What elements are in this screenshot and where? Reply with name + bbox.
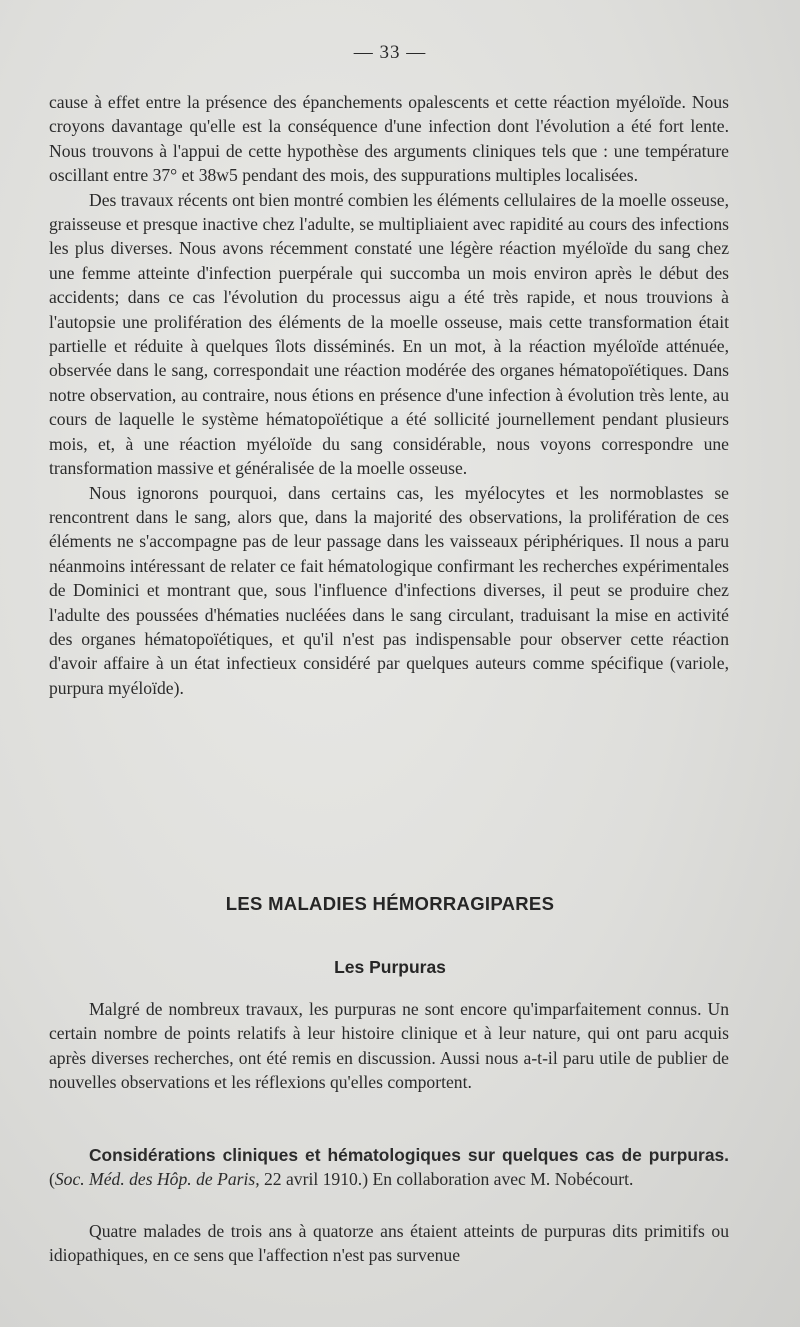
article-reference [49,1143,729,1192]
article-collaboration: En collaboration avec M. Nobécourt. [368,1169,634,1190]
page-number: — 33 — [353,42,427,63]
article-title: Considérations cliniques et hématologiques sur quelques cas de purpuras. [89,1145,729,1165]
article-journal: Soc. Méd. des Hôp. de Paris, [54,1169,260,1190]
section-heading: LES MALADIES HÉMORRAGIPARES [225,893,555,914]
article-date: 22 avril 1910.) [259,1169,369,1190]
article-reference-paragraph [49,1143,729,1192]
paragraph: Quatre malades de trois ans à quatorze ans étaient atteints de purpuras dits primitifs ou idiopathiques, en ce sens que l'affection n'est pas survenue [49,1221,729,1266]
sub-heading: Les Purpuras [334,957,446,977]
paragraph: Nous ignorons pourquoi, dans certains cas, les myélocytes et les normoblastes se rencontrent dans le sang, alors que, dans la majorité des observations, la prolifération de ces éléments ne s'accompagne pas de leur passage dans les vaisseaux périphériques. Il nous a paru néanmoins intéressant de relater ce fait hématologique confirmant les recherches expérimentales de Dominici et montrant que, sous l'influence d'infections diverses, il peut se produire chez l'adulte des poussées d'hématies nucléées dans le sang circulant, traduisant la mise en activité des organes hématopoïétiques, et qu'il n'est pas indispensable pour observer cette réaction d'avoir affaire à un état infectieux considéré par quelques auteurs comme spécifique (variole, purpura myéloïde). [49,482,729,698]
text-block-upper [49,90,729,700]
paragraph: Des travaux récents ont bien montré combien les éléments cellulaires de la moelle osseuse, graisseuse et presque inactive chez l'adulte, se multipliaient avec rapidité au cours des infections les plus diverses. Nous avons récemment constaté une légère réaction myéloïde du sang chez une femme atteinte d'infection puerpérale qui succomba un mois environ après le début des accidents; dans ce cas l'évolution du processus aigu a été très rapide, et nous trouvions à l'autopsie une prolifération des éléments de la moelle osseuse, mais cette transformation était partielle et réduite à quelques îlots disséminés. En un mot, à la réaction myéloïde atténuée, observée dans le sang, correspondait une réaction modérée des organes hématopoïétiques. Dans notre observation, au contraire, nous étions en présence d'une infection à évolution très lente, au cours de laquelle le système hématopoïétique a été sollicité journellement pendant plusieurs mois, et, à une réaction myéloïde du sang considérable, nous voyons correspondre une transformation massive et généralisée de la moelle osseuse. [49,189,729,479]
paragraph: Malgré de nombreux travaux, les purpuras ne sont encore qu'imparfaitement connus. Un certain nombre de points relatifs à leur histoire clinique et à leur nature, qui ont paru acquis après diverses recherches, ont été remis en discussion. Aussi nous a-t-il paru utile de publier de nouvelles observations et les réflexions qu'elles comportent. [49,999,729,1093]
paragraph: cause à effet entre la présence des épanchements opalescents et cette réaction myéloïde. Nous croyons davantage qu'elle est la conséquence d'une infection dont l'évolution a été fort lente. Nous trouvons à l'appui de cette hypothèse des arguments cliniques tels que : une température oscillant entre 37° et 38w5 pendant des mois, des suppurations multiples localisées. [49,92,729,186]
text-block-intro [49,997,729,1095]
article-paren-open: ( [49,1169,55,1190]
text-block-lower [49,1219,729,1268]
